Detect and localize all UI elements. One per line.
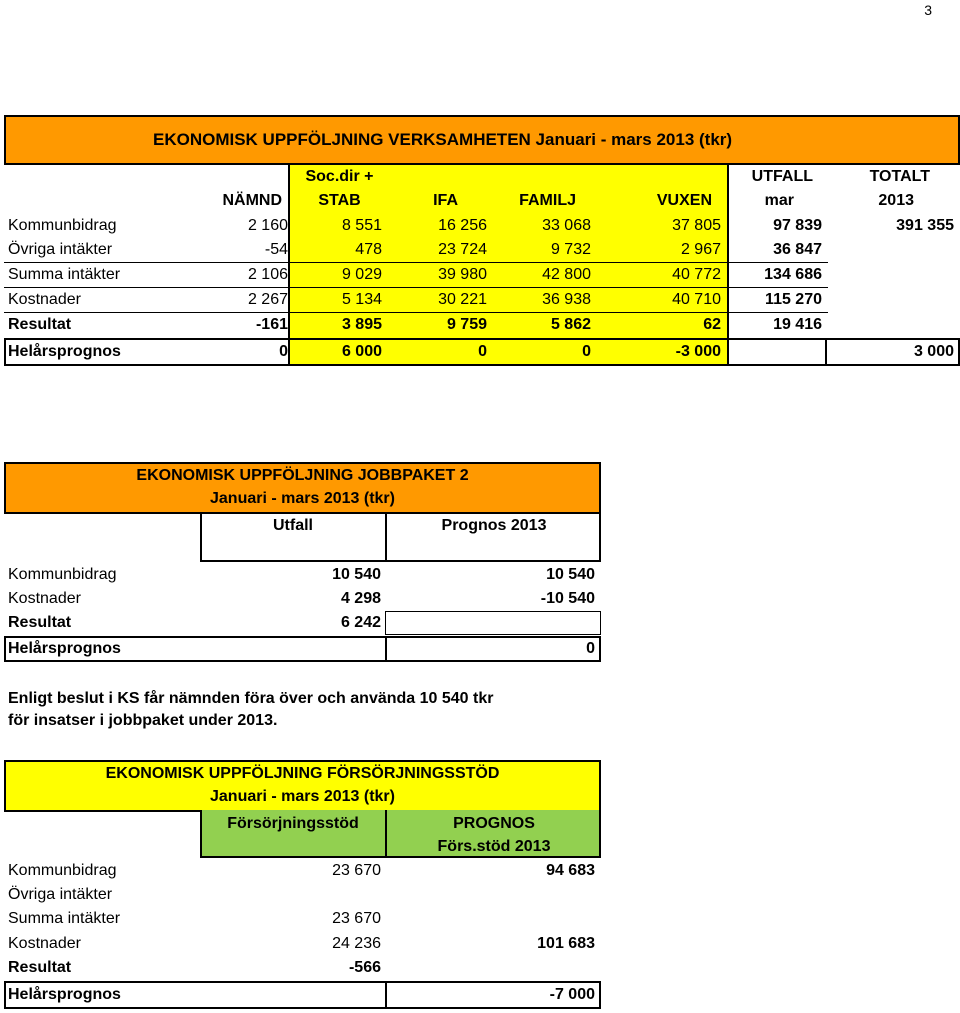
verksamhet-cell: 115 270 — [765, 291, 822, 308]
verksamhet-cell: 5 134 — [341, 291, 382, 308]
forsorjning-row-label: Kommunbidrag — [8, 862, 117, 879]
verksamhet-cell: 40 772 — [672, 266, 721, 283]
verksamhet-cell: 19 416 — [773, 316, 822, 333]
forsorjning-title-line2: Januari - mars 2013 (tkr) — [210, 788, 395, 805]
col-separator — [727, 165, 729, 365]
verksamhet-cell: 0 — [582, 343, 591, 360]
row-divider — [4, 287, 828, 288]
jobbpaket-title-line2: Januari - mars 2013 (tkr) — [210, 490, 395, 507]
col-separator — [825, 338, 827, 366]
verksamhet-row-label: Summa intäkter — [8, 266, 121, 283]
forsorjning-prognos: 94 683 — [546, 862, 595, 879]
verksamhet-cell: 97 839 — [773, 217, 822, 234]
header-totalt-line2: 2013 — [878, 192, 914, 209]
header-utfall-line2: mar — [764, 192, 794, 209]
verksamhet-cell: 36 938 — [542, 291, 591, 308]
verksamhet-cell: 478 — [355, 241, 382, 258]
forsorjning-stod: -566 — [348, 959, 381, 976]
verksamhet-cell: 9 029 — [341, 266, 382, 283]
verksamhet-cell: 42 800 — [542, 266, 591, 283]
verksamhet-cell: 36 847 — [773, 241, 822, 258]
jobbpaket-utfall: 4 298 — [340, 590, 381, 607]
jobbpaket-row-label: Helårsprognos — [8, 640, 121, 657]
verksamhet-cell: 3 000 — [913, 343, 954, 360]
verksamhet-cell: 134 686 — [764, 266, 822, 283]
verksamhet-row-label: Resultat — [8, 316, 72, 333]
forsorjning-row-label: Övriga intäkter — [8, 886, 113, 903]
forsorjning-title-line1: EKONOMISK UPPFÖLJNING FÖRSÖRJNINGSSTÖD — [105, 765, 500, 782]
jobbpaket-col-prognos: Prognos 2013 — [441, 517, 547, 534]
verksamhet-cell: 16 256 — [438, 217, 487, 234]
jobbpaket-prognos: 10 540 — [546, 566, 595, 583]
jobbpaket-utfall: 6 242 — [340, 614, 381, 631]
forsorjning-prognos: -7 000 — [549, 986, 595, 1003]
header-socdir-line1: Soc.dir + — [305, 168, 374, 185]
jobbpaket-prognos: 0 — [586, 640, 595, 657]
jobbpaket-row-label: Kostnader — [8, 590, 81, 607]
verksamhet-cell: 37 805 — [672, 217, 721, 234]
verksamhet-cell: 6 000 — [341, 343, 382, 360]
header-utfall-line1: UTFALL — [751, 168, 813, 185]
jobbpaket-note-line2: för insatser i jobbpaket under 2013. — [8, 712, 278, 729]
verksamhet-cell: 62 — [703, 316, 721, 333]
verksamhet-cell: 2 267 — [247, 291, 288, 308]
forsorjning-row-label: Kostnader — [8, 935, 81, 952]
header-socdir-line2: STAB — [318, 192, 361, 209]
forsorjning-row-label: Summa intäkter — [8, 910, 121, 927]
jobbpaket-title-line1: EKONOMISK UPPFÖLJNING JOBBPAKET 2 — [136, 467, 469, 484]
verksamhet-cell: 0 — [478, 343, 487, 360]
forsorjning-stod: 24 236 — [332, 935, 381, 952]
verksamhet-cell: -54 — [264, 241, 288, 258]
verksamhet-cell: 2 160 — [247, 217, 288, 234]
verksamhet-cell: 8 551 — [341, 217, 382, 234]
verksamhet-cell: 30 221 — [438, 291, 487, 308]
forsorjning-col-prognos-line2: Förs.stöd 2013 — [437, 838, 551, 855]
col-separator — [288, 165, 290, 365]
verksamhet-cell: 5 862 — [550, 316, 591, 333]
verksamhet-cell: -3 000 — [675, 343, 721, 360]
verksamhet-cell: 23 724 — [438, 241, 487, 258]
jobbpaket-note-line1: Enligt beslut i KS får nämnden föra över och använda 10 540 tkr — [8, 690, 494, 707]
verksamhet-cell: 0 — [279, 343, 288, 360]
verksamhet-cell: 9 759 — [446, 316, 487, 333]
verksamhet-cell: 9 732 — [550, 241, 591, 258]
jobbpaket-col-utfall: Utfall — [273, 517, 313, 534]
verksamhet-cell: 391 355 — [896, 217, 954, 234]
forsorjning-col-prognos-line1: PROGNOS — [453, 815, 535, 832]
verksamhet-cell: 33 068 — [542, 217, 591, 234]
prognos-top-line — [4, 338, 960, 340]
verksamhet-row-label: Helårsprognos — [8, 343, 121, 360]
row-divider — [4, 312, 828, 313]
header-namnd: NÄMND — [222, 192, 282, 209]
verksamhet-cell: 40 710 — [672, 291, 721, 308]
header-vuxen: VUXEN — [656, 192, 712, 209]
jobbpaket-resultat-box — [385, 611, 601, 635]
verksamhet-cell: 2 106 — [247, 266, 288, 283]
forsorjning-row-label: Helårsprognos — [8, 986, 121, 1003]
forsorjning-stod: 23 670 — [332, 862, 381, 879]
forsorjning-col-stod: Försörjningsstöd — [227, 815, 359, 832]
prognos-bottom-line — [4, 364, 960, 366]
prognos-left-line — [4, 338, 6, 366]
jobbpaket-prognos: -10 540 — [540, 590, 595, 607]
verksamhet-cell: 2 967 — [680, 241, 721, 258]
page-number: 3 — [924, 2, 932, 18]
verksamhet-cell: -161 — [255, 316, 288, 333]
forsorjning-row-label: Resultat — [8, 959, 72, 976]
jobbpaket-row-label: Resultat — [8, 614, 72, 631]
jobbpaket-row-label: Kommunbidrag — [8, 566, 117, 583]
header-ifa: IFA — [433, 192, 458, 209]
verksamhet-row-label: Kostnader — [8, 291, 81, 308]
header-totalt-line1: TOTALT — [869, 168, 930, 185]
verksamhet-row-label: Övriga intäkter — [8, 241, 113, 258]
forsorjning-stod: 23 670 — [332, 910, 381, 927]
verksamhet-cell: 39 980 — [438, 266, 487, 283]
row-divider — [4, 262, 828, 263]
header-familj: FAMILJ — [519, 192, 576, 209]
verksamhet-title: EKONOMISK UPPFÖLJNING VERKSAMHETEN Januari - mars 2013 (tkr) — [153, 130, 733, 149]
forsorjning-prognos: 101 683 — [537, 935, 595, 952]
verksamhet-cell: 3 895 — [341, 316, 382, 333]
jobbpaket-utfall: 10 540 — [332, 566, 381, 583]
verksamhet-row-label: Kommunbidrag — [8, 217, 117, 234]
